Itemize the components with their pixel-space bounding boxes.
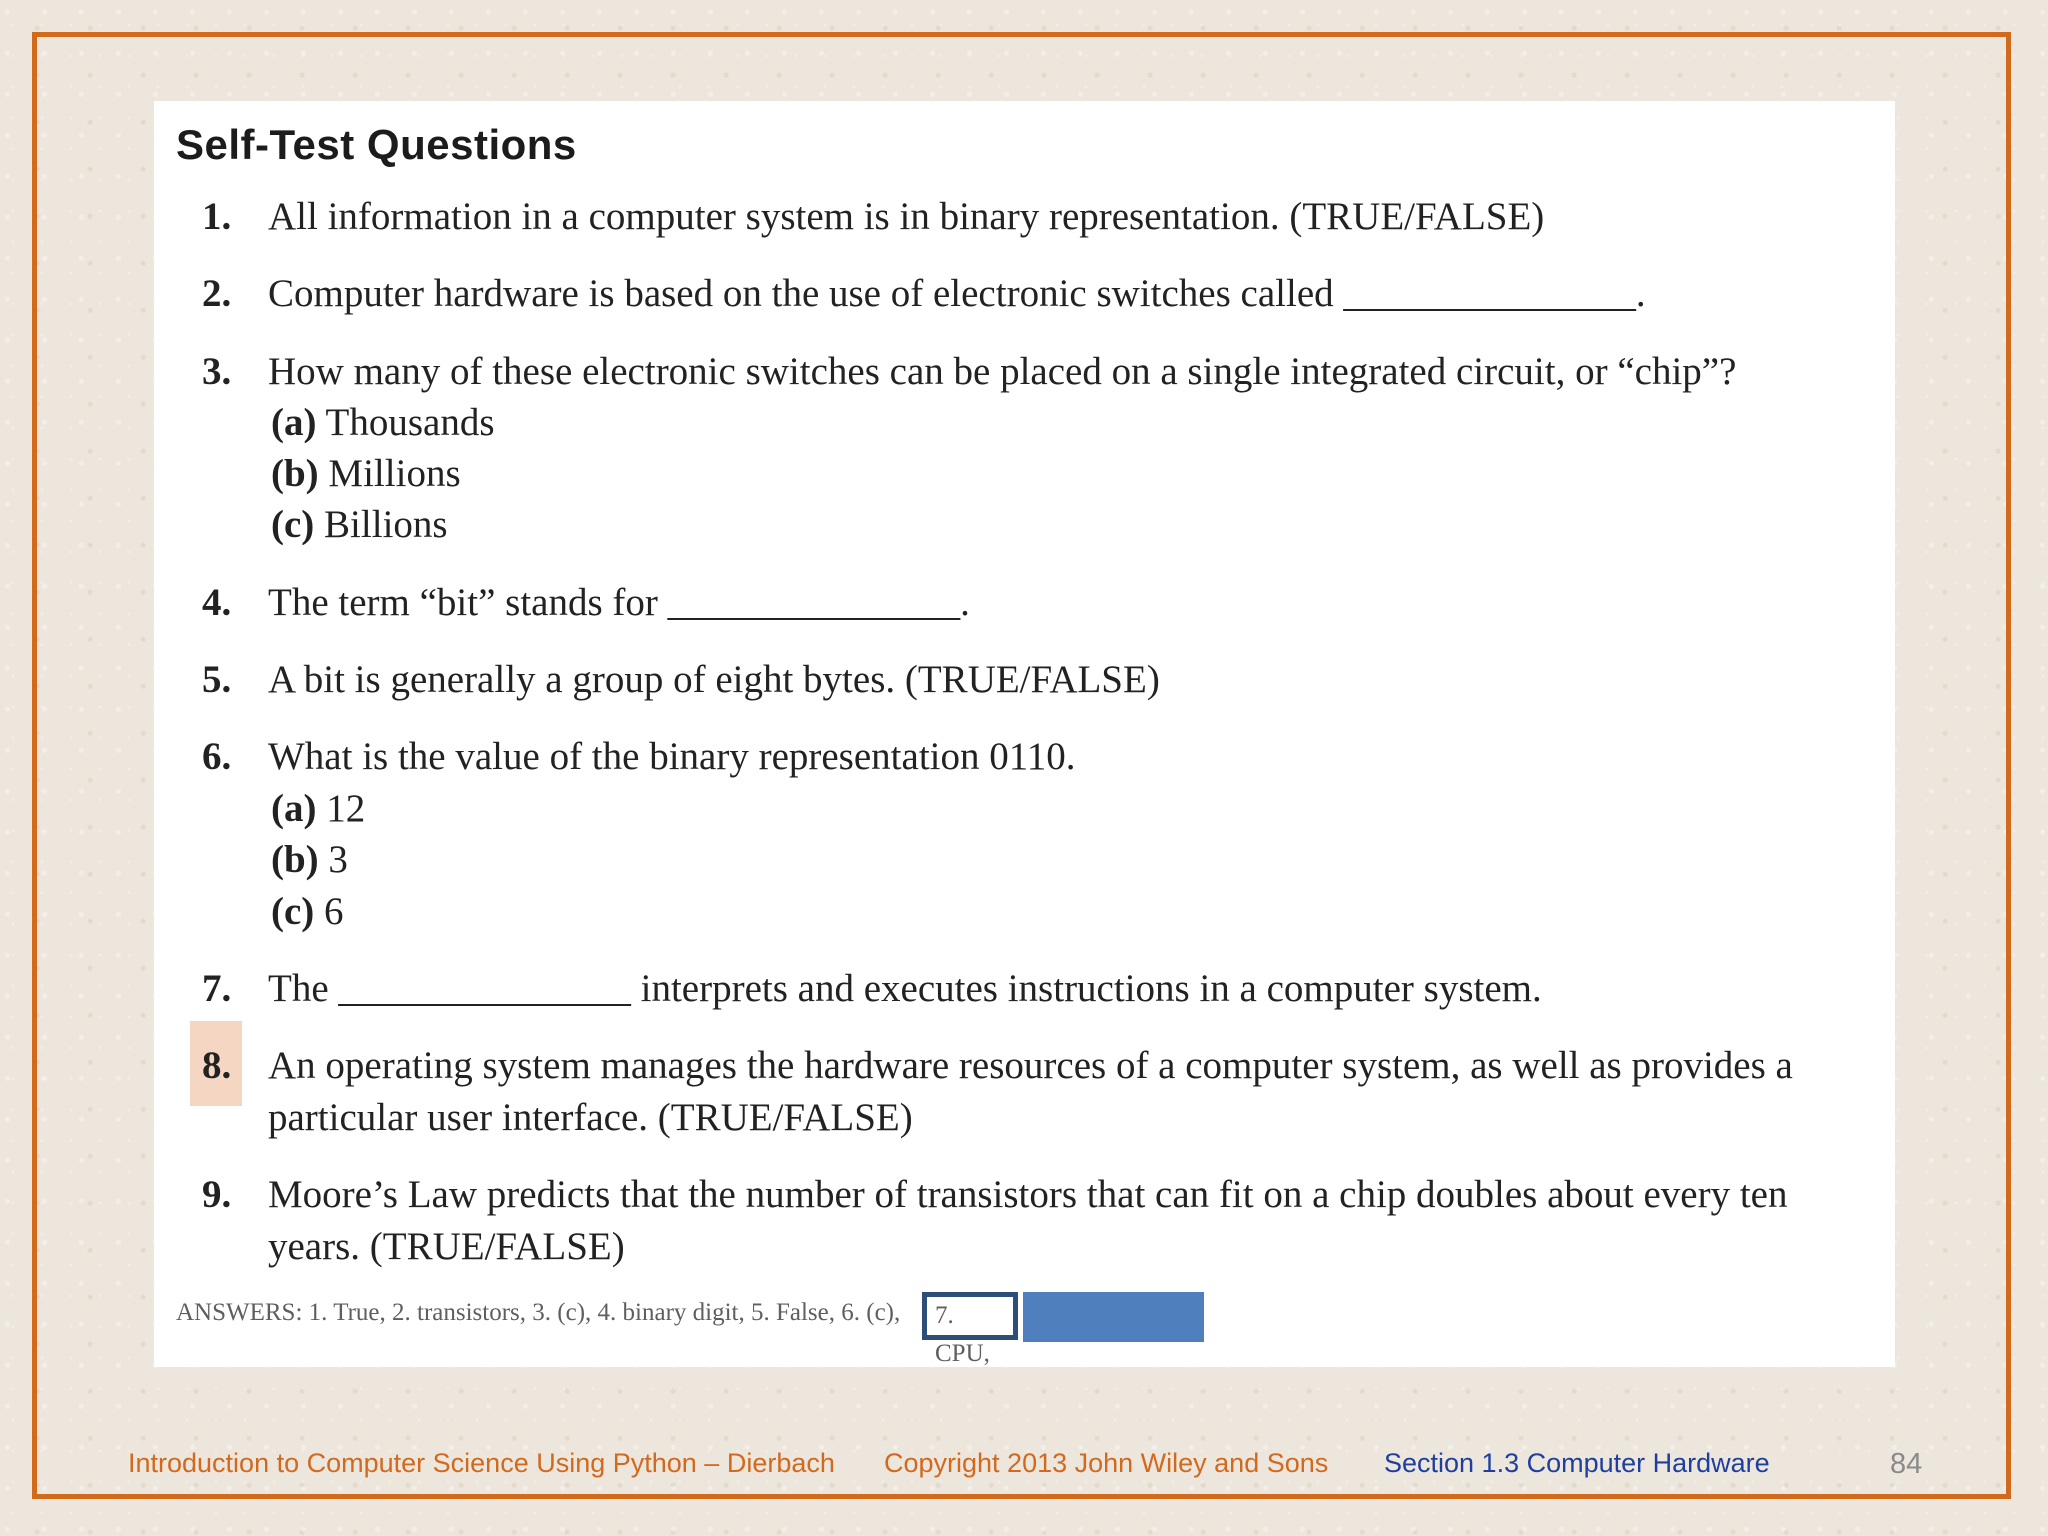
option-a	[271, 783, 365, 835]
question-number: 2.	[202, 272, 232, 315]
question-number: 7.	[202, 967, 232, 1010]
option-label: (b)	[271, 452, 319, 495]
answers-line: ANSWERS: 1. True, 2. transistors, 3. (c), 4. binary digit, 5. False, 6. (c),	[176, 1299, 901, 1326]
footer-section: Section 1.3 Computer Hardware	[1384, 1448, 1770, 1478]
option-text: Billions	[324, 503, 448, 546]
question-text: A bit is generally a group of eight bytes. (TRUE/FALSE)	[268, 658, 1160, 701]
question-text: Computer hardware is based on the use of electronic switches called _______________.	[268, 272, 1646, 315]
question-number: 1.	[202, 195, 232, 238]
question-number: 5.	[202, 658, 232, 701]
question-number: 9.	[202, 1173, 232, 1216]
option-text: Thousands	[325, 401, 495, 444]
page-number: 84	[1890, 1448, 1923, 1480]
option-label: (c)	[271, 890, 315, 933]
option-text: Millions	[328, 452, 461, 495]
footer-book-title: Introduction to Computer Science Using Python – Dierbach	[128, 1448, 835, 1478]
option-label: (c)	[271, 503, 315, 546]
option-text: 3	[328, 838, 348, 881]
option-b	[271, 448, 461, 500]
page-title: Self-Test Questions	[176, 121, 577, 168]
question-text: What is the value of the binary representation 0110.	[268, 735, 1076, 778]
question-text: An operating system manages the hardware resources of a computer system, as well as provides a particular user interface. (TRUE/FALSE)	[268, 1044, 1793, 1139]
answer-cover-rectangle	[1023, 1292, 1204, 1342]
footer-copyright: Copyright 2013 John Wiley and Sons	[884, 1448, 1329, 1478]
option-text: 12	[326, 787, 366, 830]
question-number: 8.	[202, 1044, 232, 1087]
question-text: All information in a computer system is in binary representation. (TRUE/FALSE)	[268, 195, 1545, 238]
question-number: 4.	[202, 581, 232, 624]
content-panel	[154, 101, 1895, 1367]
option-label: (a)	[271, 787, 317, 830]
option-label: (a)	[271, 401, 317, 444]
option-text: 6	[324, 890, 344, 933]
option-c	[271, 886, 344, 938]
option-label: (b)	[271, 838, 319, 881]
question-text: The _______________ interprets and executes instructions in a computer system.	[268, 967, 1542, 1010]
answer-7-box: 7. CPU,	[922, 1292, 1018, 1340]
question-text: Moore’s Law predicts that the number of transistors that can fit on a chip doubles about every ten years. (TRUE/FALSE)	[268, 1173, 1788, 1268]
question-text: How many of these electronic switches can be placed on a single integrated circuit, or “chip”?	[268, 350, 1737, 393]
option-b	[271, 834, 348, 886]
option-a	[271, 397, 495, 449]
question-text: The term “bit” stands for _______________.	[268, 581, 970, 624]
option-c	[271, 499, 448, 551]
question-number: 6.	[202, 735, 232, 778]
question-number: 3.	[202, 350, 232, 393]
